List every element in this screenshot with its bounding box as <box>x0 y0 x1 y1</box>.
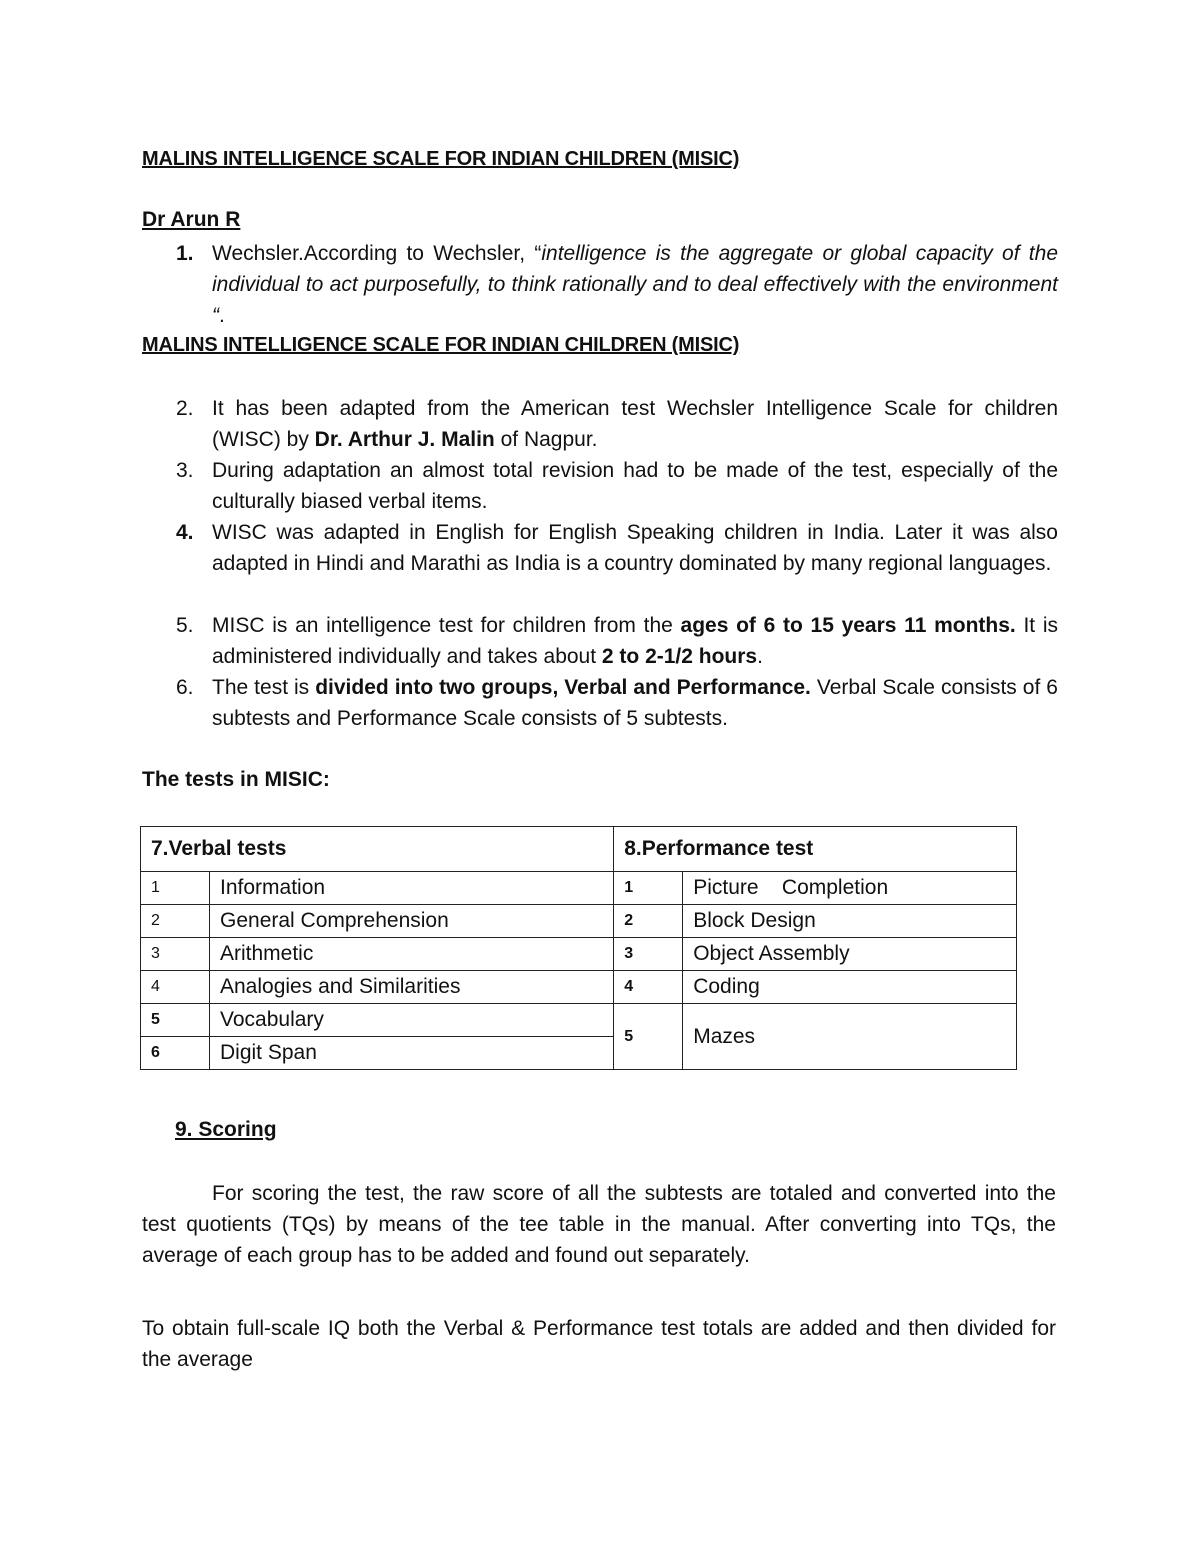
list-number: 1. <box>176 242 194 265</box>
verbal-test-name: Digit Span <box>210 1037 614 1070</box>
list-item-6 <box>142 672 1058 734</box>
performance-test-name: Object Assembly <box>683 938 1017 971</box>
performance-test-name: Mazes <box>683 1004 1017 1070</box>
verbal-number: 4 <box>141 971 210 1004</box>
list-item-4 <box>142 517 1058 579</box>
performance-test-name: Picture Completion <box>683 872 1017 905</box>
table-row <box>141 938 1017 971</box>
document-title: MALINS INTELLIGENCE SCALE FOR INDIAN CHILDREN (MISIC) <box>142 148 740 170</box>
table-row <box>141 905 1017 938</box>
performance-number: 2 <box>614 905 683 938</box>
verbal-test-name: Vocabulary <box>210 1004 614 1037</box>
verbal-test-name: General Comprehension <box>210 905 614 938</box>
verbal-number: 1 <box>141 872 210 905</box>
author-name: Dr Arun R <box>142 208 241 231</box>
item-text-tail: . <box>219 304 225 327</box>
item-bold-text: Dr. Arthur J. Malin <box>314 428 495 451</box>
item-text-tail: of Nagpur. <box>494 428 598 451</box>
item-text: WISC was adapted in English for English Speaking children in India. Later it was also adapted in Hindi and Marathi as India is a country dominated by many regional languages. <box>212 521 1058 575</box>
verbal-number: 5 <box>141 1004 210 1037</box>
performance-number: 4 <box>614 971 683 1004</box>
item-text: The test is <box>212 676 316 699</box>
item-text-tail: Verbal Scale consists of 6 subtests and Performance Scale consists of 5 subtests. <box>212 676 1058 730</box>
item-bold-text: divided into two groups, Verbal and Performance. <box>315 676 811 699</box>
performance-number: 1 <box>614 872 683 905</box>
scoring-heading: 9. Scoring <box>175 1118 277 1141</box>
item-text: It has been adapted from the American test Wechsler Intelligence Scale for children (WISC) by <box>212 397 1058 451</box>
item-bold-text: ages of 6 to 15 years 11 months. <box>680 614 1016 637</box>
performance-test-name: Block Design <box>683 905 1017 938</box>
list-item-2 <box>142 393 1058 455</box>
table-row <box>141 872 1017 905</box>
item-bold-text-2: 2 to 2-1/2 hours <box>601 645 758 668</box>
item-text: Wechsler.According to Wechsler, “ <box>212 242 542 265</box>
verbal-test-name: Information <box>210 872 614 905</box>
tests-heading: The tests in MISIC: <box>142 768 330 791</box>
verbal-test-name: Analogies and Similarities <box>210 971 614 1004</box>
scoring-paragraph-2: To obtain full-scale IQ both the Verbal & Performance test totals are added and then divided for the average <box>142 1317 1056 1371</box>
list-number: 5. <box>176 614 194 637</box>
list-number: 3. <box>176 459 194 482</box>
verbal-header: 7.Verbal tests <box>141 827 614 872</box>
list-item-1 <box>142 238 1058 331</box>
list-item-3 <box>142 455 1058 517</box>
verbal-number: 6 <box>141 1037 210 1070</box>
section-title: MALINS INTELLIGENCE SCALE FOR INDIAN CHILDREN (MISIC) <box>142 334 740 356</box>
performance-number: 3 <box>614 938 683 971</box>
list-number: 2. <box>176 397 194 420</box>
item-text: During adaptation an almost total revision had to be made of the test, especially of the culturally biased verbal items. <box>212 459 1058 513</box>
list-number: 4. <box>176 521 194 544</box>
item-text: MISC is an intelligence test for children from the <box>212 614 681 637</box>
performance-number: 5 <box>614 1004 683 1070</box>
verbal-test-name: Arithmetic <box>210 938 614 971</box>
item-quote: intelligence is the aggregate or global capacity of the individual to act purposefully, to think rationally and to deal effectively with the environment “ <box>212 242 1058 327</box>
table-header-row <box>141 827 1017 872</box>
table-row <box>141 1004 1017 1037</box>
performance-header: 8.Performance test <box>614 827 1017 872</box>
list-item-5 <box>142 610 1058 672</box>
scoring-paragraph-1: For scoring the test, the raw score of all the subtests are totaled and converted into the test quotients (TQs) by means of the tee table in the manual. After converting into TQs, the average of each group has to be added and found out separately. <box>142 1182 1056 1267</box>
performance-test-name: Coding <box>683 971 1017 1004</box>
item-text-tail: . <box>757 645 763 668</box>
list-number: 6. <box>176 676 194 699</box>
verbal-number: 3 <box>141 938 210 971</box>
tests-table <box>140 826 1017 1070</box>
table-row <box>141 971 1017 1004</box>
verbal-number: 2 <box>141 905 210 938</box>
item-text-middle: It is administered individually and takes about <box>212 614 1058 668</box>
